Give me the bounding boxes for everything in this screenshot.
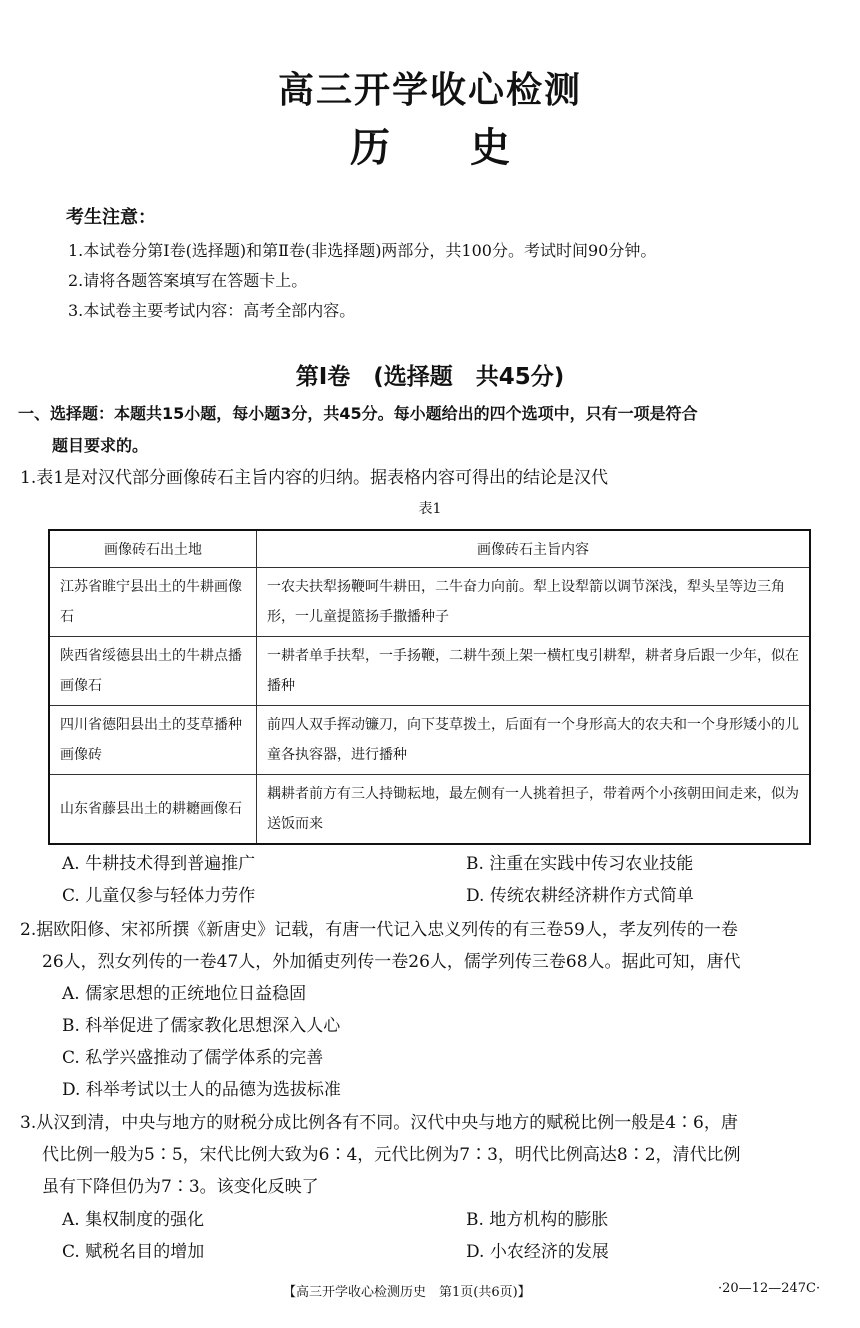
option-b: B. 科举促进了儒家教化思想深入人心 <box>62 1016 341 1036</box>
notice-heading: 考生注意： <box>66 207 156 228</box>
table-cell-location: 江苏省睢宁县出土的牛耕画像石 <box>49 568 257 637</box>
table-row <box>49 568 810 637</box>
table-row <box>49 775 810 845</box>
table-row <box>49 637 810 706</box>
stem-line: 3.从汉到清，中央与地方的财税分成比例各有不同。汉代中央与地方的赋税比例一般是4∶6，唐 <box>20 1113 738 1133</box>
table-cell-content: 前四人双手挥动镰刀，向下芟草拨土，后面有一个身形高大的农夫和一个身形矮小的儿童各执容器，进行播种 <box>257 706 811 775</box>
table-cell-content: 一农夫扶犁扬鞭呵牛耕田，二牛奋力向前。犁上设犁箭以调节深浅，犁头呈等边三角形，一儿童提篮扬手撒播种子 <box>257 568 811 637</box>
option-d: D. 传统农耕经济耕作方式简单 <box>466 886 694 906</box>
table-cell-location: 山东省藤县出土的耕耱画像石 <box>49 775 257 845</box>
subject-title: 历 史 <box>350 125 510 171</box>
option-b: B. 地方机构的膨胀 <box>466 1210 609 1230</box>
section-intro-line: 题目要求的。 <box>52 436 149 455</box>
option-c: C. 私学兴盛推动了儒学体系的完善 <box>62 1048 324 1068</box>
notice-item: 2.请将各题答案填写在答题卡上。 <box>68 271 308 290</box>
option-a: A. 集权制度的强化 <box>62 1210 205 1230</box>
table-row <box>49 706 810 775</box>
stem-line: 代比例一般为5∶5，宋代比例大致为6∶4，元代比例为7∶3，明代比例高达8∶2，清代比例 <box>42 1145 741 1165</box>
footer-code: ·20—12—247C· <box>718 1281 821 1296</box>
notice-list <box>68 236 848 326</box>
column-header: 画像砖石主旨内容 <box>257 530 811 568</box>
footer-page-info: 【高三开学收心检测历史 第1页(共6页)】 <box>283 1285 531 1300</box>
option-a: A. 牛耕技术得到普遍推广 <box>62 854 256 874</box>
table-cell-location: 四川省德阳县出土的芟草播种画像砖 <box>49 706 257 775</box>
section-intro <box>18 398 844 462</box>
table-cell-content: 耦耕者前方有三人持锄耘地，最左侧有一人挑着担子，带着两个小孩朝田间走来，似为送饭而来 <box>257 775 811 845</box>
stem-line: 26人，烈女列传的一卷47人，外加循吏列传一卷26人，儒学列传三卷68人。据此可知，唐代 <box>42 952 741 972</box>
table-cell-location: 陕西省绥德县出土的牛耕点播画像石 <box>49 637 257 706</box>
option-a: A. 儒家思想的正统地位日益稳固 <box>62 984 307 1004</box>
option-c: C. 赋税名目的增加 <box>62 1242 205 1262</box>
option-b: B. 注重在实践中传习农业技能 <box>466 854 694 874</box>
question-1-stem: 1.表1是对汉代部分画像砖石主旨内容的归纳。据表格内容可得出的结论是汉代 <box>20 468 609 488</box>
question-1-options <box>62 848 694 912</box>
option-c: C. 儿童仅参与轻体力劳作 <box>62 886 256 906</box>
notice-item: 3.本试卷主要考试内容：高考全部内容。 <box>68 301 356 320</box>
option-d: D. 科举考试以士人的品德为选拔标准 <box>62 1080 341 1100</box>
table-caption: 表1 <box>418 501 442 517</box>
section-title: 第Ⅰ卷 (选择题 共45分) <box>295 364 565 390</box>
data-table <box>48 529 811 845</box>
table-cell-content: 一耕者单手扶犁，一手扬鞭，二耕牛颈上架一横杠曳引耕犁，耕者身后跟一少年，似在播种 <box>257 637 811 706</box>
question-3-stem <box>20 1107 842 1203</box>
stem-line: 虽有下降但仍为7∶3。该变化反映了 <box>42 1177 319 1197</box>
notice-item: 1.本试卷分第Ⅰ卷(选择题)和第Ⅱ卷(非选择题)两部分，共100分。考试时间90分钟。 <box>68 241 657 260</box>
stem-line: 2.据欧阳修、宋祁所撰《新唐史》记载，有唐一代记入忠义列传的有三卷59人，孝友列传的一卷 <box>20 920 738 940</box>
exam-title: 高三开学收心检测 <box>277 70 582 111</box>
question-3-options <box>62 1204 609 1268</box>
question-2-stem <box>20 914 842 978</box>
table-header-row <box>49 530 810 568</box>
column-header: 画像砖石出土地 <box>49 530 257 568</box>
option-d: D. 小农经济的发展 <box>466 1242 609 1262</box>
question-2-options <box>62 978 341 1106</box>
section-intro-line: 一、选择题：本题共15小题，每小题3分，共45分。每小题给出的四个选项中，只有一项是符合 <box>18 404 698 423</box>
